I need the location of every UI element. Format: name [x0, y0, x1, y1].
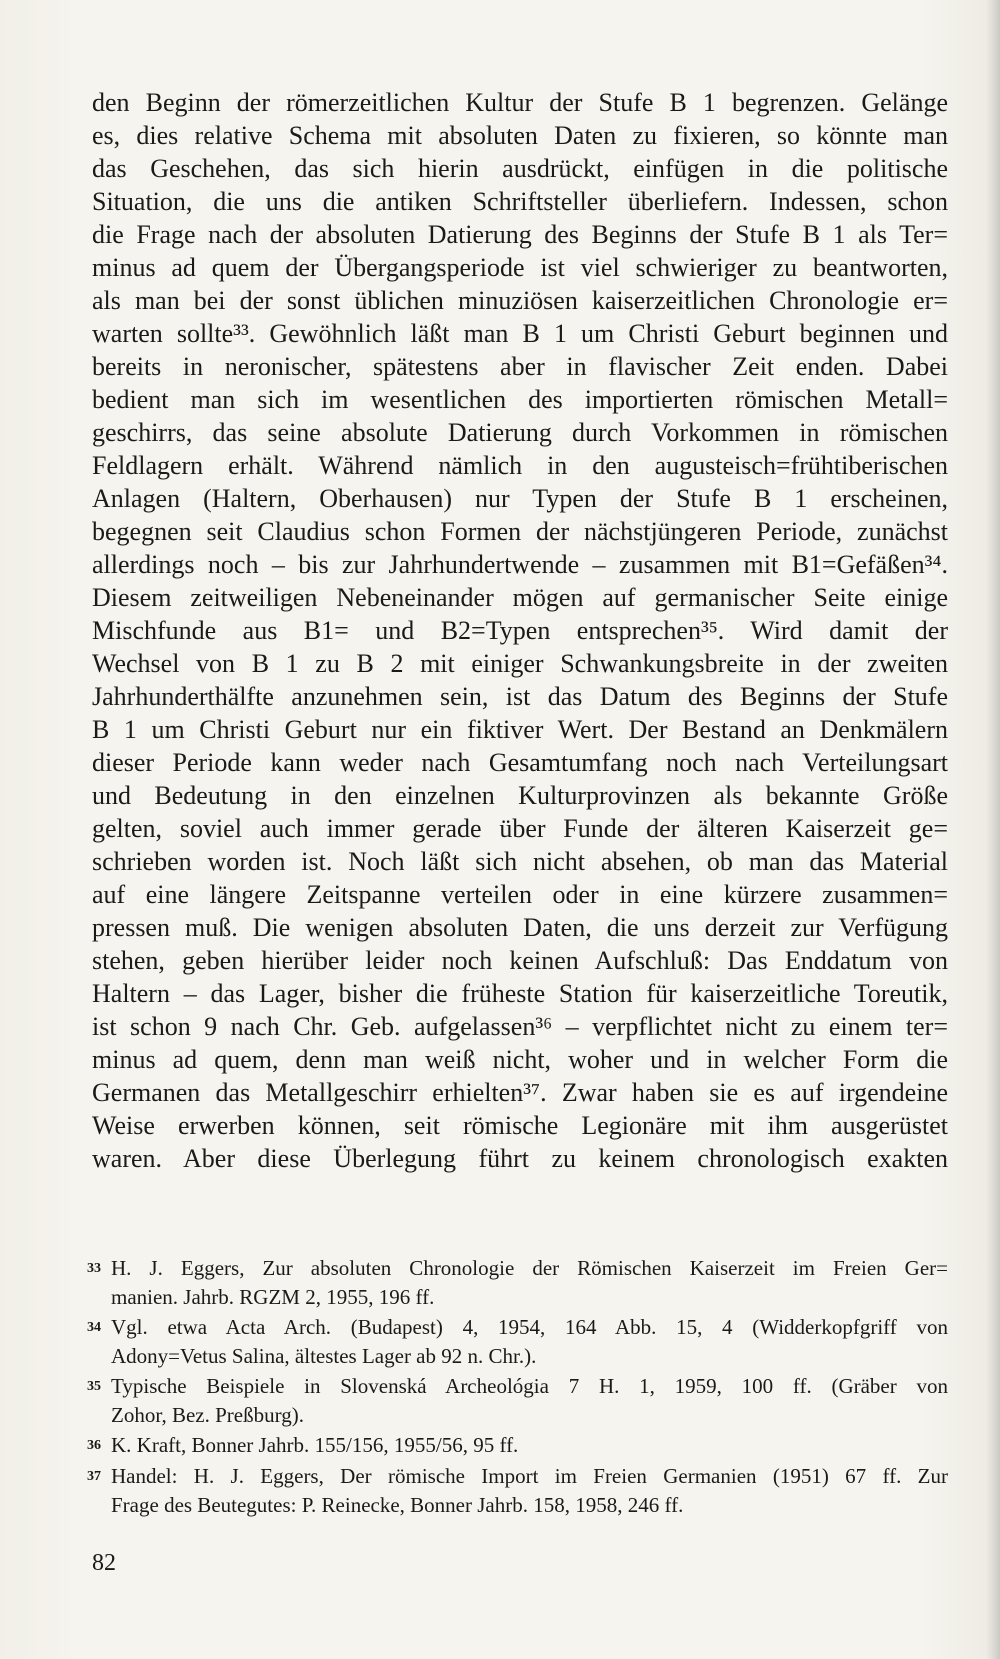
footnote-text: Vgl. etwa Acta Arch. (Budapest) 4, 1954, 164 Abb. 15, 4 (Widderkopfgriff von — [111, 1315, 948, 1339]
text-line: begegnen seit Claudius schon Formen der nächstjüngeren Periode, zunächst — [92, 517, 948, 546]
page-edge-shadow — [986, 0, 1000, 1659]
text-line: B 1 um Christi Geburt nur ein fiktiver Wert. Der Bestand an Denkmälern — [92, 715, 948, 744]
text-line: Diesem zeitweiligen Nebeneinander mögen auf germanischer Seite einige — [92, 583, 948, 612]
footnote-number: 37 — [87, 1469, 101, 1484]
text-line: ist schon 9 nach Chr. Geb. aufgelassen³⁶ – verpflichtet nicht zu einem ter= — [92, 1012, 948, 1041]
text-line: Mischfunde aus B1= und B2=Typen entsprechen³⁵. Wird damit der — [92, 616, 948, 645]
text-line: Wechsel von B 1 zu B 2 mit einiger Schwankungsbreite in der zweiten — [92, 649, 948, 678]
text-line: dieser Periode kann weder nach Gesamtumfang noch nach Verteilungsart — [92, 748, 948, 777]
text-line: gelten, soviel auch immer gerade über Funde der älteren Kaiserzeit ge= — [92, 814, 948, 843]
text-line: es, dies relative Schema mit absoluten Daten zu fixieren, so könnte man — [92, 121, 948, 150]
text-line: minus ad quem, denn man weiß nicht, woher und in welcher Form die — [92, 1045, 948, 1074]
footnote-text: Frage des Beutegutes: P. Reinecke, Bonner Jahrb. 158, 1958, 246 ff. — [111, 1493, 684, 1517]
text-line: warten sollte³³. Gewöhnlich läßt man B 1 um Christi Geburt beginnen und — [92, 319, 948, 348]
text-line: die Frage nach der absoluten Datierung des Beginns der Stufe B 1 als Ter= — [92, 220, 948, 249]
footnote-number: 35 — [87, 1379, 101, 1394]
text-line: Germanen das Metallgeschirr erhielten³⁷. Zwar haben sie es auf irgendeine — [92, 1078, 948, 1107]
text-line: auf eine längere Zeitspanne verteilen oder in eine kürzere zusammen= — [92, 880, 948, 909]
footnote — [87, 1313, 948, 1370]
footnote-text: Handel: H. J. Eggers, Der römische Import im Freien Germanien (1951) 67 ff. Zur — [111, 1464, 948, 1488]
text-line: den Beginn der römerzeitlichen Kultur der Stufe B 1 begrenzen. Gelänge — [92, 88, 948, 117]
footnote-text: Adony=Vetus Salina, ältestes Lager ab 92 n. Chr.). — [111, 1344, 537, 1368]
footnote — [87, 1254, 948, 1311]
text-line: waren. Aber diese Überlegung führt zu keinem chronologisch exakten — [92, 1144, 948, 1173]
footnotes — [87, 1254, 948, 1521]
text-line: Feldlagern erhält. Während nämlich in den augusteisch=frühtiberischen — [92, 451, 948, 480]
text-line: pressen muß. Die wenigen absoluten Daten, die uns derzeit zur Verfügung — [92, 913, 948, 942]
text-line: als man bei der sonst üblichen minuziösen kaiserzeitlichen Chronologie er= — [92, 286, 948, 315]
footnote-text: Typische Beispiele in Slovenská Archeológia 7 H. 1, 1959, 100 ff. (Gräber von — [111, 1374, 948, 1398]
text-line: schrieben worden ist. Noch läßt sich nicht absehen, ob man das Material — [92, 847, 948, 876]
text-line: und Bedeutung in den einzelnen Kulturprovinzen als bekannte Größe — [92, 781, 948, 810]
text-line: Jahrhunderthälfte anzunehmen sein, ist das Datum des Beginns der Stufe — [92, 682, 948, 711]
footnote — [87, 1431, 948, 1460]
text-line: Haltern – das Lager, bisher die früheste Station für kaiserzeitliche Toreutik, — [92, 979, 948, 1008]
footnote-number: 36 — [87, 1438, 101, 1453]
text-line: Anlagen (Haltern, Oberhausen) nur Typen der Stufe B 1 erscheinen, — [92, 484, 948, 513]
main-text-block — [92, 86, 948, 1175]
footnote-text: H. J. Eggers, Zur absoluten Chronologie der Römischen Kaiserzeit im Freien Ger= — [111, 1256, 948, 1280]
text-line: bedient man sich im wesentlichen des importierten römischen Metall= — [92, 385, 948, 414]
text-line: stehen, geben hierüber leider noch keinen Aufschluß: Das Enddatum von — [92, 946, 948, 975]
footnote-text: manien. Jahrb. RGZM 2, 1955, 196 ff. — [111, 1285, 435, 1309]
text-line: minus ad quem der Übergangsperiode ist viel schwieriger zu beantworten, — [92, 253, 948, 282]
text-line: geschirrs, das seine absolute Datierung durch Vorkommen in römischen — [92, 418, 948, 447]
footnote-text: Zohor, Bez. Preßburg). — [111, 1403, 304, 1427]
footnote — [87, 1372, 948, 1429]
text-line: Situation, die uns die antiken Schriftsteller überliefern. Indessen, schon — [92, 187, 948, 216]
text-line: bereits in neronischer, spätestens aber in flavischer Zeit enden. Dabei — [92, 352, 948, 381]
footnote-number: 33 — [87, 1261, 101, 1276]
text-line: Weise erwerben können, seit römische Legionäre mit ihm ausgerüstet — [92, 1111, 948, 1140]
page-number: 82 — [92, 1550, 116, 1576]
text-line: das Geschehen, das sich hierin ausdrückt, einfügen in die politische — [92, 154, 948, 183]
footnote-number: 34 — [87, 1320, 101, 1335]
text-line: allerdings noch – bis zur Jahrhundertwende – zusammen mit B1=Gefäßen³⁴. — [92, 550, 948, 579]
footnote-text: K. Kraft, Bonner Jahrb. 155/156, 1955/56, 95 ff. — [111, 1433, 519, 1457]
footnote — [87, 1462, 948, 1519]
